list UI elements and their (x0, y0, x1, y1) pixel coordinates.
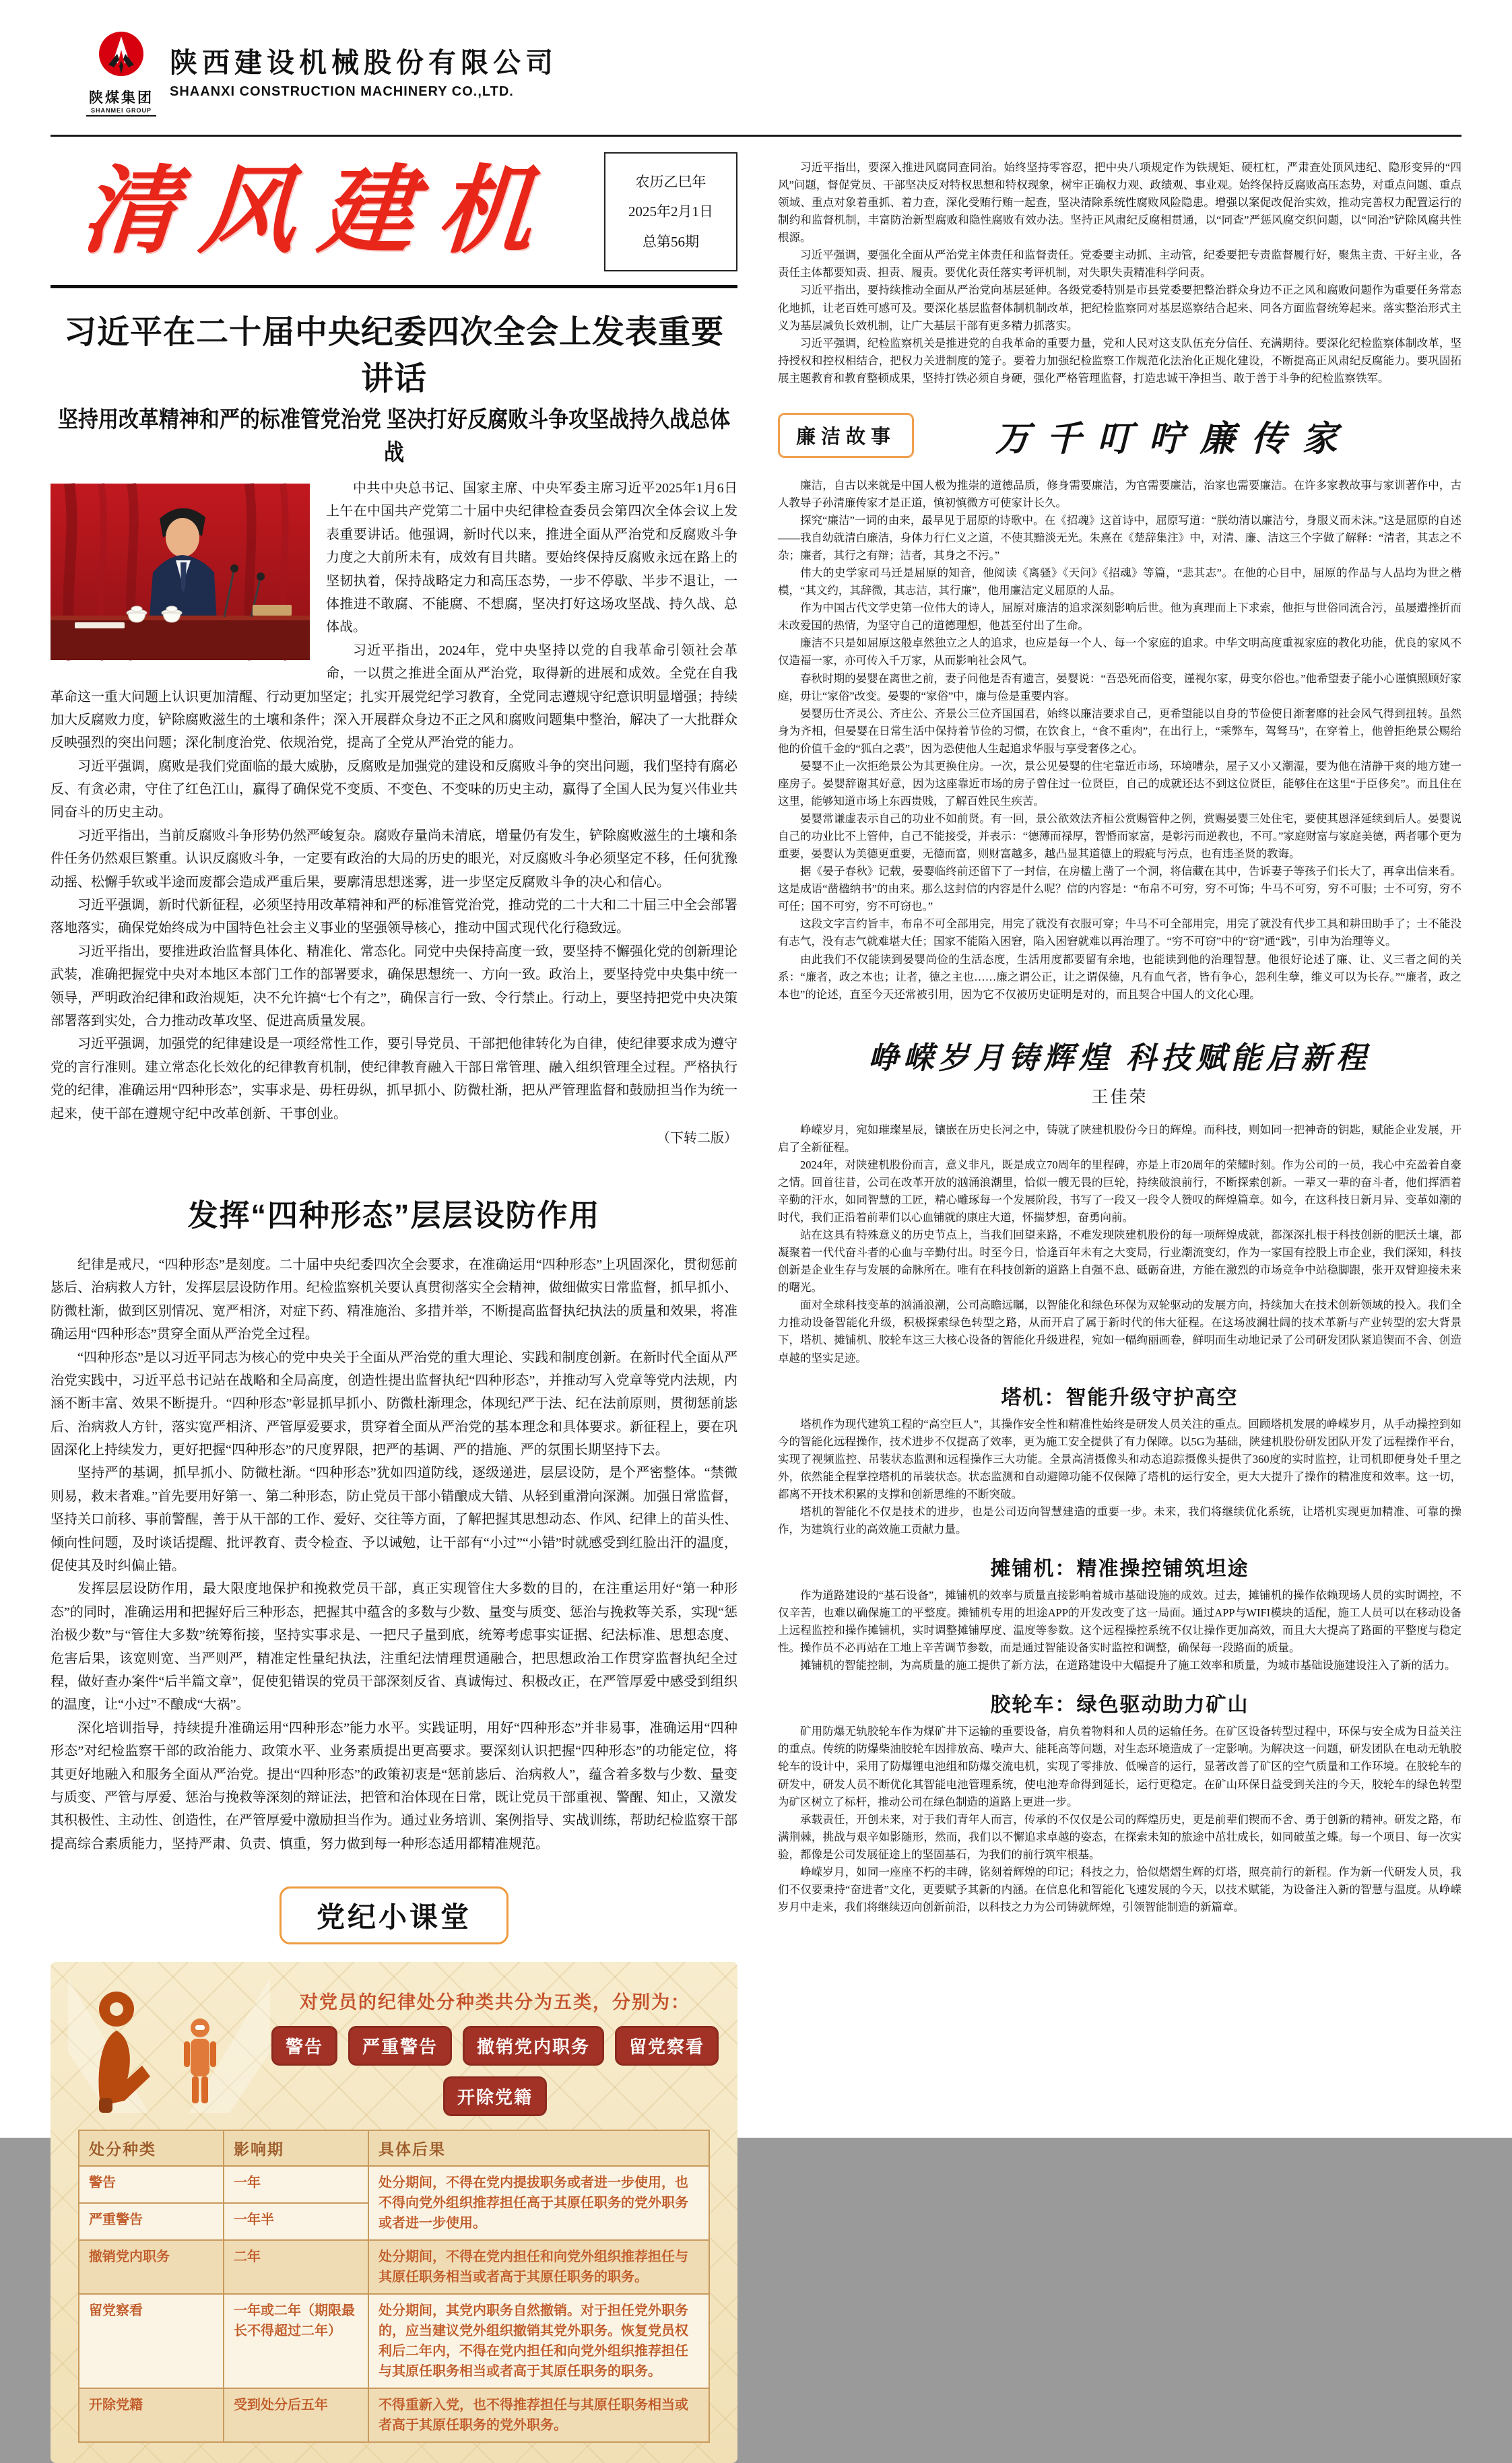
paragraph: 习近平指出，要深入推进风腐同查同治。始终坚持零容忍，把中央八项规定作为铁规矩、硬杠杠，严肃查处顶风违纪、隐形变异的“四风”问题，督促党员、干部坚决反对特权思想和特权现象，树牢正确权力观、政绩观、事业观。始终保持反腐败高压态势，对重点问题、重点领域、重点对象着重抓、着力查，深化受贿行贿一起查，坚决清除系统性腐败风险隐患。增强以案促改促治实效，推动完善权力配置运行的制约和监督机制，丰富防治新型腐败和隐性腐败有效办法。坚持正风肃纪反腐相贯通，以“同查”严惩风腐交织问题，以“同治”铲除风腐共性根源。 (778, 161, 1461, 244)
paragraph: 廉洁，自古以来就是中国人极为推崇的道德品质，修身需要廉洁，为官需要廉洁，治家也需要廉洁。在许多家教故事与家训著作中，古人教导子孙清廉传家才是正道，慎初慎微方可使家计长久。 (778, 478, 1461, 509)
continuation-note: （下转二版） (657, 1130, 737, 1146)
paragraph: 塔机作为现代建筑工程的“高空巨人”，其操作安全性和精准性始终是研发人员关注的重点。回顾塔机发展的峥嵘岁月，从手动操控到如今的智能化远程操作，技术进步不仅提高了效率，更为施工安全提供了有力保障。以5G为基础，陕建机股份研发团队开发了远程操作平台，实现了视频监控、吊装状态监测和远程操作三大功能。全景高清摄像头和动态追踪摄像头提供了360度的实时监控，让司机即便身处千里之外，依然能全程掌控塔机的吊装状态。状态监测和自动避障功能不仅保障了塔机的运行安全，更大大提升了操作的精准度和效率。这一切，都离不开技术积累的支撑和创新思维的不断突破。 (778, 1417, 1461, 1501)
issue-date-box (604, 152, 737, 271)
lead-subheadline: 坚持用改革精神和严的标准管党治党 坚决打好反腐败斗争攻坚战持久战总体战 (57, 407, 731, 466)
cadre-illustration (68, 1978, 270, 2113)
cell-effect: 处分期间，其党内职务自然撤销。对于担任党外职务的，应当建议党外组织撤销其党外职务。恢复党员权利后二年内，不得在党内担任和向党外组织推荐担任与其原任职务相当或者高于其原任职务的职务。 (368, 2294, 709, 2388)
paragraph: 坚持严的基调，抓早抓小、防微杜渐。“四种形态”犹如四道防线，逐级递进，层层设防，是个严密整体。“禁微则易，救末者难。”首先要用好第一、第二种形态，防止党员干部小错酿成大错、从轻到重滑向深渊。加强日常监督，坚持关口前移、事前警醒，善于从干部的工作、爱好、交往等方面，了解把握其思想动态、作风、纪律上的苗头性、倾向性问题，及时谈话提醒、批评教育、责令检查、予以诫勉，让干部有“小过”“小错”时就感受到红脸出汗的温度，促使其及时纠偏止错。 (51, 1466, 737, 1574)
punishment-badge: 严重警告 (348, 2026, 452, 2066)
headline-divider (51, 285, 737, 288)
group-name-cn: 陕煤集团 (89, 90, 154, 106)
cell-type: 撤销党内职务 (79, 2240, 224, 2294)
essay-section-body (778, 1723, 1461, 1916)
cell-effect: 不得重新入党，也不得推荐担任与其原任职务相当或者高于其原任职务的党外职务。 (368, 2388, 709, 2442)
cell-type: 开除党籍 (79, 2388, 224, 2442)
integrity-story-header (778, 410, 1461, 461)
cell-period: 二年 (224, 2240, 368, 2294)
paragraph: 摊铺机的智能控制，为高质量的施工提供了新方法，在道路建设中大幅提升了施工效率和质量，为城市基础设施建设注入了新的活力。 (800, 1659, 1456, 1672)
date-line: 农历乙巳年 (635, 174, 706, 191)
paragraph: 站在这具有特殊意义的历史节点上，当我们回望来路，不难发现陕建机股份的每一项辉煌成就，都深深扎根于科技创新的肥沃土壤，都凝聚着一代代奋斗者的心血与辛勤付出。时至今日，恰逢百年未有之大变局，行业潮流变幻，作为一家国有控股上市企业，我们深知，科技创新是企业生存与发展的命脉所在。唯有在科技创新的道路上自强不息、砥砺奋进，方能在激烈的市场竞争中站稳脚跟，张开双臂迎接未来的曙光。 (778, 1228, 1461, 1294)
infographic-header (270, 1978, 720, 2116)
left-column (51, 150, 737, 2463)
essay-section-heading: 胶轮车：绿色驱动助力矿山 (990, 1694, 1249, 1717)
essay-section-heading: 塔机：智能升级守护高空 (1001, 1386, 1239, 1409)
paragraph: “四种形态”是以习近平同志为核心的党中央关于全面从严治党的重大理论、实践和制度创新。在新时代全面从严治党实践中，习近平总书记站在战略和全局高度，创造性提出监督执纪“四种形态”，并推动写入党章等党内法规，内涵不断丰富、效果不断提升。“四种形态”彰显抓早抓小、防微杜渐理念，体现纪严于法、纪在法前原则，贯彻惩前毖后、治病救人方针，落实宽严相济、严管厚爱要求，贯穿着全面从严治党的基本理念和具体要求。新征程上，要在巩固深化上持续发力，更好把握“四种形态”的尺度界限，把严的基调、严的措施、严的氛围长期坚持下去。 (51, 1350, 737, 1458)
company-name-block (170, 30, 558, 100)
paragraph: 晏婴常谦虚表示自己的功业不如前贤。有一回，景公欲效法齐桓公赏赐管仲之例，赏赐晏婴三处住宅，要使其恩泽延续到后人。晏婴说自己的功业比不上管仲，自己不能接受，并表示：“德薄而禄厚，智惛而家富，是彰污而逆教也，不可。”家庭财富与家庭美德，两者哪个更为重要，晏婴认为美德更重要，无德而富，则财富越多，越凸显其道德上的瑕疵与污点，也有违圣贤的教诲。 (778, 812, 1461, 861)
masthead (51, 150, 737, 274)
table-header-row (79, 2130, 709, 2166)
speech-continued (778, 159, 1461, 387)
paragraph: 作为中国古代文学史第一位伟大的诗人，屈原对廉洁的追求深刻影响后世。他为真理而上下求索，他拒与世俗同流合污，虽屡遭挫折而未改爱国的热情，为坚守自己的道德理想，他甚至付出了生命。 (778, 601, 1461, 632)
header-divider (51, 135, 1461, 137)
paragraph: 这段文字言约旨丰，布帛不可全部用完，用完了就没有衣服可穿；牛马不可全部用完，用完了就没有代步工具和耕田助手了；士不能没有志气，没有志气就难堪大任；国家不能陷入困窘，陷入困窘就难以再治理了。“穷不可窃”中的“窃”通“践”，引申为治理等义。 (778, 917, 1461, 948)
essay-section-heading: 摊铺机：精准操控铺筑坦途 (990, 1558, 1249, 1580)
punishment-badges (270, 2026, 720, 2116)
essay-section (778, 1552, 1461, 1674)
date-line: 2025年2月1日 (628, 203, 713, 220)
paragraph: 晏婴历仕齐灵公、齐庄公、齐景公三位齐国国君，始终以廉洁要求自己，更希望能以自身的节俭使日渐奢靡的社会风气得到扭转。虽然身为齐相，但晏婴在日常生活中保持着节俭的习惯，在饮食上，“食不重肉”，在出行上，“乘弊车，驾驽马”，在穿着上，他曾拒绝景公赐给他的价值千金的“狐白之裘”，因为恐使他人生起追求华服与享受奢侈之心。 (778, 707, 1461, 755)
cell-type: 警告 (79, 2166, 224, 2203)
paragraph: 习近平强调，纪检监察机关是推进党的自我革命的重要力量，党和人民对这支队伍充分信任、充满期待。要深化纪检监察体制改革，坚持授权和控权相结合，把权力关进制度的笼子。要着力加强纪检监察工作规范化法治化正规化建设，不断提高正风肃纪反腐能力。要巩固拓展主题教育和教育整顿成果，坚持打铁必须自身硬，强化严格管理监督，打造忠诚干净担当、敢于善于斗争的纪检监察铁军。 (778, 336, 1461, 385)
company-name-en: SHAANXI CONSTRUCTION MACHINERY CO.,LTD. (170, 84, 514, 99)
paragraph: 作为道路建设的“基石设备”，摊铺机的效率与质量直接影响着城市基础设施的成效。过去，摊铺机的操作依赖现场人员的实时调控，不仅辛苦，也难以确保施工的平整度。摊铺机专用的坦途APP的开发改变了这一局面。通过APP与WIFI模块的适配，施工人员可以在移动设备上远程监控和操作摊铺机，实时调整摊铺厚度、温度等参数。这个远程操控系统不仅让操作更加高效，而且大大提高了路面的平整度与稳定性。操作员不必再站在工地上辛苦调节参数，而是通过智能设备实时监控和调整，确保每一段路面的质量。 (778, 1589, 1461, 1655)
essay-section-body (778, 1587, 1461, 1674)
paragraph: 习近平指出，要持续推动全面从严治党向基层延伸。各级党委特别是市县党委要把整治群众身边不正之风和腐败问题作为重要任务常态化地抓，让老百姓可感可及。要深化基层监督体制机制改革，把纪检监察同对基层巡察结合起来、同各方面监督统筹起来。落实整治形式主义为基层减负长效机制，让广大基层干部有更多精力抓落实。 (778, 284, 1461, 332)
paragraph: 习近平指出，当前反腐败斗争形势仍然严峻复杂。腐败存量尚未清底，增量仍有发生，铲除腐败滋生的土壤和条件任务仍然艰巨繁重。认识反腐败斗争，一定要有政治的大局的历史的眼光，对反腐败斗争必须坚定不移，任何犹豫动摇、松懈手软或半途而废都会造成严重后果，要廓清思想迷雾，进一步坚定反腐败斗争的决心和信心。 (51, 828, 737, 890)
paragraph: 中共中央总书记、国家主席、中央军委主席习近平2025年1月6日上午在中国共产党第二十届中央纪律检查委员会第四次全体会议上发表重要讲话。他强调，新时代以来，推进全面从严治党和反腐败斗争力度之大前所未有，成效有目共睹。要始终保持反腐败永远在路上的坚韧执着，保持战略定力和高压态势，一步不停歇、半步不退让，一体推进不敢腐、不能腐、不想腐，坚决打好这场攻坚战、持久战、总体战。 (326, 481, 737, 635)
punishment-table (78, 2130, 710, 2443)
group-logo (86, 30, 156, 117)
essay-section-body (778, 1416, 1461, 1538)
infographic-top (68, 1978, 720, 2116)
essay-title: 峥嵘岁月铸辉煌 科技赋能启新程 (868, 1041, 1371, 1075)
group-name-en: SHANMEI GROUP (86, 107, 156, 117)
paragraph: 习近平强调，新时代新征程，必须坚持用改革精神和严的标准管党治党，推动党的二十大和二十届三中全会部署落地落实，确保党始终成为中国特色社会主义事业的坚强领导核心，推动中国式现代化行稳致远。 (51, 898, 737, 936)
column-header: 影响期 (224, 2130, 368, 2166)
punishment-badge: 开除党籍 (443, 2076, 547, 2116)
integrity-story-body (778, 477, 1461, 1004)
masthead-title: 清风建机 (77, 158, 560, 265)
cell-effect: 处分期间，不得在党内提拔职务或者进一步使用，也不得向党外组织推荐担任高于其原任职务的党外职务或者进一步使用。 (368, 2166, 709, 2240)
integrity-story-title: 万千叮咛廉传家 (995, 420, 1354, 459)
integrity-story-badge: 廉洁故事 (778, 413, 914, 458)
four-forms-article (51, 1253, 737, 1856)
four-forms-title: 发挥“四种形态”层层设防作用 (187, 1197, 601, 1233)
cell-type: 留党察看 (79, 2294, 224, 2388)
company-logo (86, 30, 558, 117)
paragraph: 塔机的智能化不仅是技术的进步，也是公司迈向智慧建造的重要一步。未来，我们将继续优化系统，让塔机实现更加精准、可靠的操作，为建筑行业的高效施工贡献力量。 (778, 1505, 1461, 1536)
paragraph: 习近平指出，要推进政治监督具体化、精准化、常态化。同党中央保持高度一致，要坚持不懈强化党的创新理论武装，准确把握党中央对本地区本部门工作的部署要求，确保思想统一、方向一致。政治上，要坚持党中央集中统一领导，严明政治纪律和政治规矩，决不允许搞“七个有之”，确保言行一致、令行禁止。行动上，要坚持把党中央决策部署落到实处，合力推动改革攻坚、促进高质量发展。 (51, 944, 737, 1028)
essay-author: 王佳荣 (1091, 1088, 1148, 1107)
essay-sections (778, 1381, 1461, 1916)
date-line: 总第56期 (643, 233, 699, 250)
right-column (778, 159, 1461, 1916)
punishment-badge: 警告 (271, 2026, 337, 2066)
table-row (79, 2294, 709, 2388)
cell-period: 一年或二年（期限最长不得超过二年） (224, 2294, 368, 2388)
paragraph: 廉洁不只是如屈原这般卓然独立之人的追求，也应是每一个人、每一个家庭的追求。中华文明高度重视家庭的教化功能，优良的家风不仅造福一家，亦可传入千万家，从而影响社会风气。 (778, 636, 1461, 667)
paragraph: 面对全球科技变革的汹涌浪潮，公司高瞻远瞩，以智能化和绿色环保为双轮驱动的发展方向，持续加大在技术创新领域的投入。我们全力推动设备智能化升级，积极探索绿色转型之路，从而开启了属于新时代的伟大征程。在这场波澜壮阔的技术革新与产业转型的宏大背景下，塔机、摊铺机、胶轮车这三大核心设备的智能化升级进程，宛如一幅绚丽画卷，鲜明而生动地记录了公司研发团队紧追锲而不舍、创造卓越的坚实足迹。 (778, 1299, 1461, 1365)
paragraph: 发挥层层设防作用，最大限度地保护和挽救党员干部，真正实现管住大多数的目的，在注重运用好“第一种形态”的同时，准确运用和把握好后三种形态，把握其中蕴含的多数与少数、量变与质变、惩治与挽救等关系，实现“惩治极少数”与“管住大多数”统筹衔接，坚持实事求是、一把尺子量到底，统筹考虑事实证据、纪法标准、思想态度、危害后果，该宽则宽、当严则严，精准定性量纪执法，注重纪法情理贯通融合，把思想政治工作贯穿监督执纪全过程，做好查办案件“后半篇文章”，促使犯错误的党员干部深刻反省、真诚悔过、积极改正，在严管厚爱中感受到组织的温度，让“小过”不酿成“大祸”。 (51, 1581, 737, 1713)
paragraph: 2024年，对陕建机股份而言，意义非凡，既是成立70周年的里程碑，亦是上市20周年的荣耀时刻。作为公司的一员，我心中充盈着自豪之情。回首往昔，公司在改革开放的汹涌浪潮里，恰似一艘无畏的巨轮，持续破浪前行，不断探索创新。一辈又一辈的奋斗者，他们挥洒着辛勤的汗水，如同智慧的工匠，精心雕琢每一个发展阶段，书写了一段又一段令人赞叹的辉煌篇章。如今，在这科技日新月异、变革如潮的时代，我们正沿着前辈们以心血铺就的康庄大道，怀揣梦想，奋勇向前。 (778, 1158, 1461, 1224)
essay-section (778, 1381, 1461, 1538)
infographic-title: 对党员的纪律处分种类共分为五类，分别为： (300, 1992, 690, 2013)
paragraph: 晏婴不止一次拒绝景公为其更换住房。一次，景公见晏婴的住宅靠近市场，环境嘈杂，屋子又小又潮湿，要为他在清静干爽的地方建一座房子。晏婴辞谢其好意，因为这座靠近市场的房子曾住过一位贤臣，自己的成就还达不到这位贤臣，能够住在这里“于臣侈矣”。而且住在这里，能够知道市场上东西贵贱，了解百姓民生疾苦。 (778, 759, 1461, 808)
column-header: 处分种类 (79, 2130, 224, 2166)
paragraph: 习近平强调，要强化全面从严治党主体责任和监督责任。党委要主动抓、主动管，纪委要把专责监督履行好，聚焦主责、干好主业，各责任主体都要知责、担责、履责。要优化责任落实考评机制，对失职失责精准科学问责。 (778, 249, 1461, 280)
paragraph: 深化培训指导，持续提升准确运用“四种形态”能力水平。实践证明，用好“四种形态”并非易事，准确运用“四种形态”对纪检监察干部的政治能力、政策水平、业务素质提出更高要求。要深刻认识把握“四种形态”的功能定位，将其更好地融入和服务全面从严治党。提出“四种形态”的政策初衷是“惩前毖后、治病救人”，蕴含着多数与少数、量变与质变、严管与厚爱、惩治与挽救等深刻的辩证法，把管和治体现在日常，既让党员干部重视、警醒、知止，又激发其积极性、主动性、创造性，在严管厚爱中激励担当作为。通过业务培训、案例指导、实战训练，帮助纪检监察干部提高综合素质能力，坚持严肃、负责、慎重，努力做到每一种形态适用都精准规范。 (51, 1720, 737, 1851)
company-name-cn: 陕西建设机械股份有限公司 (170, 47, 558, 78)
paragraph: 峥嵘岁月，如同一座座不朽的丰碑，铭刻着辉煌的印记；科技之力，恰似熠熠生辉的灯塔，照亮前行的新程。作为新一代研发人员，我们不仅要秉持“奋进者”文化，更要赋予其新的内涵。在信息化和智能化飞速发展的今天，以技术赋能，为设备注入新的智慧与温度。从峥嵘岁月中走来，我们将继续迈向创新前沿，以科技之力为公司铸就辉煌，引领智能制造的新篇章。 (778, 1865, 1461, 1913)
lead-photo (51, 484, 310, 660)
table-row (79, 2166, 709, 2203)
table-row (79, 2240, 709, 2294)
cell-type: 严重警告 (79, 2203, 224, 2240)
punishment-badge: 撤销党内职务 (463, 2026, 604, 2066)
lead-article (51, 477, 737, 1146)
paragraph: 由此我们不仅能读到晏婴尚俭的生活态度，生活用度都要留有余地，也能读到他的治理智慧。他很好论述了廉、让、义三者之间的关系：“廉者，政之本也；让者，德之主也……廉之谓公正，让之谓保德，凡有血气者，皆有争心，怨利生孽，维义可以为长存。”“廉者，政之本也”的论述，直至今天还常被引用，因为它不仅被历史证明是对的，而且契合中国人的文化心理。 (778, 952, 1461, 1001)
paragraph: 据《晏子春秋》记载，晏婴临终前还留下了一封信，在房楹上凿了一个洞，将信藏在其中，告诉妻子等孩子们长大了，再拿出信来看。这是成语“凿楹纳书”的由来。那么这封信的内容是什么呢？信的内容是：“布帛不可穷，穷不可饰；牛马不可穷，穷不可服；士不可穷，穷不可任；国不可穷，穷不可窃也。” (778, 865, 1461, 913)
paragraph: 承载责任，开创未来，对于我们青年人而言，传承的不仅仅是公司的辉煌历史，更是前辈们锲而不舍、勇于创新的精神。研发之路，布满荆棘，挑战与艰辛如影随形，然而，我们以不懈追求卓越的姿态，在探索未知的旅途中茁壮成长，如同破茧之蝶。每一个项目、每一次实验，都像是公司发展征途上的坚固基石，为我们的前行筑牢根基。 (778, 1812, 1461, 1861)
essay-intro (778, 1121, 1461, 1367)
paragraph: 纪律是戒尺，“四种形态”是刻度。二十届中央纪委四次全会要求，在准确运用“四种形态”上巩固深化，贯彻惩前毖后、治病救人方针，发挥层层设防作用。纪检监察机关要认真贯彻落实全会精神，做细做实日常监督，抓早抓小、防微杜渐，做到区别情况、宽严相济，对症下药、精准施治、多措并举，不断提高监督执纪执法的质量和效果，将准确运用“四种形态”贯穿全面从严治党全过程。 (51, 1257, 737, 1342)
cell-period: 一年半 (224, 2203, 368, 2240)
cell-period: 一年 (224, 2166, 368, 2203)
table-row (79, 2388, 709, 2442)
paragraph: 习近平强调，腐败是我们党面临的最大威胁，反腐败是加强党的建设和反腐败斗争的突出问题，我们坚持有腐必反、有贪必肃，守住了红色江山，赢得了确保党不变质、不变色、不变味的历史主动，赢得了全国人民为复兴伟业共同奋斗的历史主动。 (51, 758, 737, 820)
essay-section (778, 1688, 1461, 1916)
cell-effect: 处分期间，不得在党内担任和向党外组织推荐担任与其原任职务相当或者高于其原任职务的职务。 (368, 2240, 709, 2294)
paragraph: 习近平强调，加强党的纪律建设是一项经常性工作，要引导党员、干部把他律转化为自律，使纪律要求成为遵守党的言行准则。建立常态化长效化的纪律教育机制，使纪律教育融入干部日常管理、融入组织管理全过程。严格执行党的纪律，准确运用“四种形态”，实事求是、毋枉毋纵，抓早抓小、防微杜渐，把从严管理监督和鼓励担当作为统一起来，使干部在遵规守纪中改革创新、干事创业。 (51, 1037, 737, 1121)
paragraph: 伟大的史学家司马迁是屈原的知音，他阅读《离骚》《天问》《招魂》等篇，“悲其志”。在他的心目中，屈原的作品与人品均为世之楷模，“其文约，其辞微，其志洁，其行廉”，他用廉洁定义屈原的人品。 (778, 566, 1461, 597)
discipline-infographic (51, 1962, 737, 2463)
discipline-class-badge: 党纪小课堂 (280, 1886, 508, 1944)
punishment-badge: 留党察看 (615, 2026, 719, 2066)
paragraph: 峥嵘岁月，宛如璀璨星辰，镶嵌在历史长河之中，铸就了陕建机股份今日的辉煌。而科技，则如同一把神奇的钥匙，赋能企业发展，开启了全新征程。 (778, 1123, 1461, 1154)
group-logo-icon (95, 30, 147, 82)
column-header: 具体后果 (368, 2130, 709, 2166)
paragraph: 矿用防爆无轨胶轮车作为煤矿井下运输的重要设备，肩负着物料和人员的运输任务。在矿区设备转型过程中，环保与安全成为日益关注的重点。传统的防爆柴油胶轮车因排放高、噪声大、能耗高等问题，对生态环境造成了一定影响。为解决这一问题，研发团队在电动无轨胶轮车的设计中，采用了防爆锂电池组和防爆交流电机，实现了零排放、低噪音的运行，显著改善了矿区的空气质量和工作环境。在胶轮车的研发中，研发人员不断优化其智能电池管理系统，使电池寿命得到延长，运行更稳定。在矿山环保日益受到关注的今天，胶轮车的绿色转型为矿区树立了标杆，推动公司在绿色制造的道路上更进一步。 (778, 1725, 1461, 1808)
cell-period: 受到处分后五年 (224, 2388, 368, 2442)
paragraph: 探究“廉洁”一词的由来，最早见于屈原的诗歌中。在《招魂》这首诗中，屈原写道：“朕幼清以廉洁兮，身服义而未沫。”这是屈原的自述——我自幼就清白廉洁，身体力行仁义之道，不使其黯淡无光。朱熹在《楚辞集注》中，对清、廉、洁这三个字做了解释：“清者，其志之不杂；廉者，其行之有辩；洁者，其身之不污。” (778, 513, 1461, 562)
paragraph: 习近平指出，2024年，党中央坚持以党的自我革命引领社会革命，一以贯之推进全面从严治党，取得新的进展和成效。全党在自我革命这一重大问题上认识更加清醒、行动更加坚定；扎实开展党纪学习教育，全党同志遵规守纪意识明显增强；持续加大反腐败力度，铲除腐败滋生的土壤和条件；深入开展群众身边不正之风和腐败问题集中整治，解决了一大批群众反映强烈的突出问题；深化制度治党、依规治党，提高了全党从严治党的能力。 (51, 643, 737, 751)
lead-headline: 习近平在二十届中央纪委四次全会上发表重要讲话 (63, 315, 724, 397)
paragraph: 春秋时期的晏婴在离世之前，妻子问他是否有遗言，晏婴说：“吾恐死而俗变，谨视尔家，毋变尔俗也。”他希望妻子能小心谨慎照顾好家庭，毋让“家俗”改变。晏婴的“家俗”中，廉与俭是重要内容。 (778, 671, 1461, 702)
